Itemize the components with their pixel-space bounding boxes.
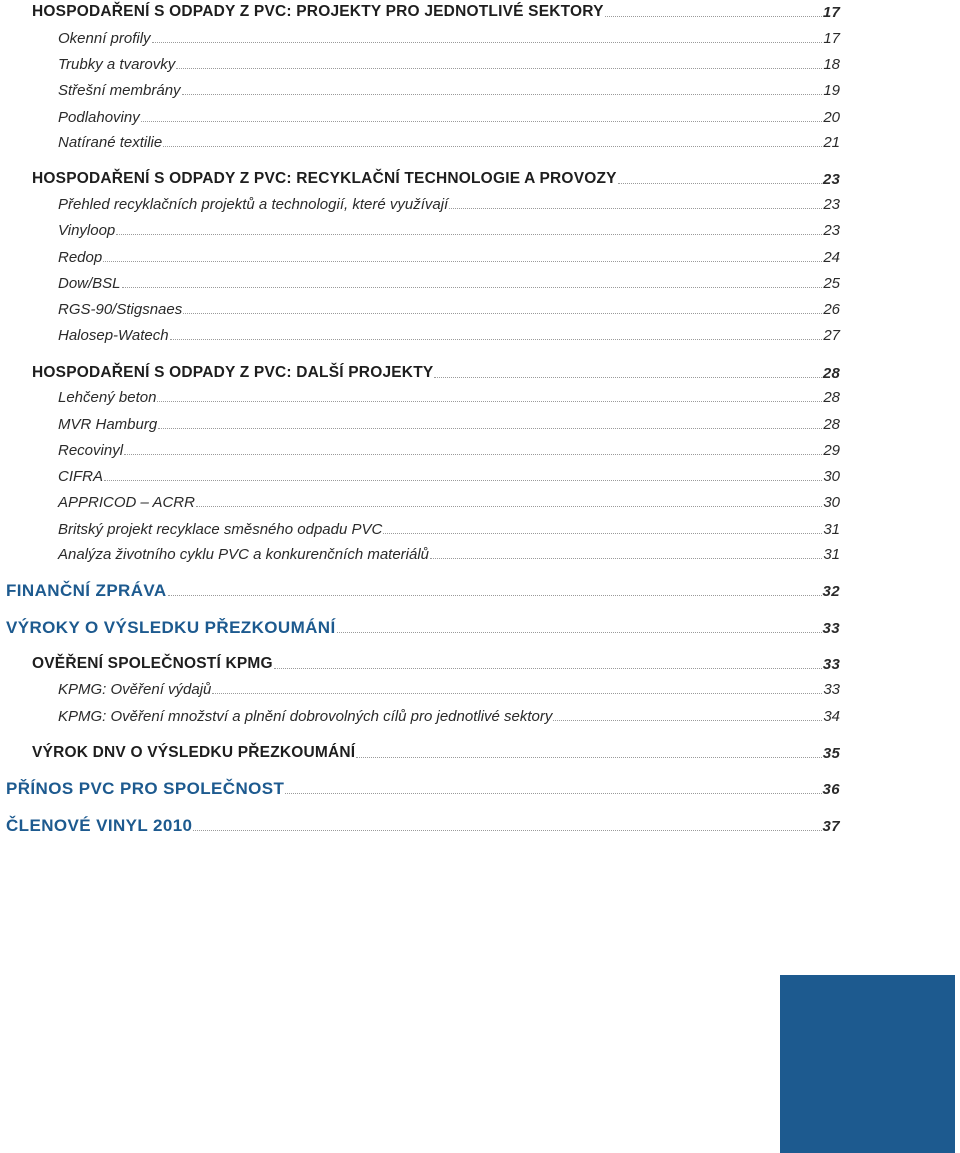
toc-entry[interactable] xyxy=(58,110,840,125)
toc-entry[interactable] xyxy=(58,709,840,724)
toc-entry-page: 27 xyxy=(823,327,840,344)
dot-leader xyxy=(163,146,822,147)
toc-entry[interactable] xyxy=(32,656,840,672)
toc-entry-label: Recovinyl xyxy=(58,442,124,459)
toc-entry[interactable] xyxy=(58,469,840,484)
dot-leader xyxy=(158,428,822,429)
toc-entry-label: Natírané textilie xyxy=(58,134,163,151)
dot-leader xyxy=(618,183,822,184)
dot-leader xyxy=(183,313,822,314)
toc-entry-page: 19 xyxy=(823,82,840,99)
dot-leader xyxy=(449,208,822,209)
toc-entry[interactable] xyxy=(6,582,840,599)
toc-entry-page: 28 xyxy=(823,416,840,433)
toc-entry[interactable] xyxy=(6,817,840,834)
toc-entry-label: PŘÍNOS PVC PRO SPOLEČNOST xyxy=(6,779,285,798)
toc-entry[interactable] xyxy=(32,365,840,381)
dot-leader xyxy=(356,757,822,758)
toc-entry-page: 37 xyxy=(822,818,840,835)
toc-entry-label: RGS-90/Stigsnaes xyxy=(58,301,183,318)
toc-entry-label: CIFRA xyxy=(58,468,103,485)
dot-leader xyxy=(170,339,823,340)
toc-entry[interactable] xyxy=(6,619,840,636)
toc-entry-label: Dow/BSL xyxy=(58,275,121,292)
toc-entry[interactable] xyxy=(58,223,840,238)
toc-entry-label: OVĚŘENÍ SPOLEČNOSTÍ KPMG xyxy=(32,655,273,672)
dot-leader xyxy=(434,377,821,378)
toc-entry-label: Podlahoviny xyxy=(58,109,140,126)
dot-leader xyxy=(193,830,821,831)
toc-entry[interactable] xyxy=(32,745,840,761)
toc-entry-label: KPMG: Ověření výdajů xyxy=(58,681,212,698)
toc-entry[interactable] xyxy=(58,547,840,562)
dot-leader xyxy=(152,42,823,43)
dot-leader xyxy=(553,720,822,721)
toc-entry-page: 25 xyxy=(823,275,840,292)
toc-entry-page: 28 xyxy=(822,364,840,382)
toc-entry-label: ČLENOVÉ VINYL 2010 xyxy=(6,816,193,835)
toc-entry-label: Lehčený beton xyxy=(58,389,157,406)
toc-entry-label: HOSPODAŘENÍ S ODPADY Z PVC: DALŠÍ PROJEKTY xyxy=(32,364,434,381)
toc-entry-label: Střešní membrány xyxy=(58,82,181,99)
toc-entry-label: Analýza životního cyklu PVC a konkurenčních materiálů xyxy=(58,546,430,563)
toc-entry-label: HOSPODAŘENÍ S ODPADY Z PVC: RECYKLAČNÍ TECHNOLOGIE A PROVOZY xyxy=(32,170,617,187)
dot-leader xyxy=(383,533,822,534)
toc-entry-label: APPRICOD – ACRR xyxy=(58,494,195,511)
toc-entry-label: FINANČNÍ ZPRÁVA xyxy=(6,581,167,600)
toc-entry-page: 31 xyxy=(823,546,840,563)
toc-entry-page: 26 xyxy=(823,301,840,318)
toc-entry-page: 17 xyxy=(822,3,840,21)
toc-entry-page: 36 xyxy=(822,781,840,798)
toc-entry-label: KPMG: Ověření množství a plnění dobrovolných cílů pro jednotlivé sektory xyxy=(58,708,553,725)
toc-entry-page: 21 xyxy=(823,134,840,151)
dot-leader xyxy=(337,632,822,633)
dot-leader xyxy=(103,261,822,262)
toc-entry[interactable] xyxy=(58,31,840,46)
toc-entry-label: Redop xyxy=(58,249,103,266)
toc-entry-page: 23 xyxy=(823,196,840,213)
dot-leader xyxy=(212,693,822,694)
toc-entry-page: 30 xyxy=(823,468,840,485)
toc-entry-label: MVR Hamburg xyxy=(58,416,158,433)
dot-leader xyxy=(182,94,823,95)
toc-entry-page: 33 xyxy=(822,655,840,673)
toc-entry[interactable] xyxy=(58,135,840,150)
dot-leader xyxy=(605,16,822,17)
dot-leader xyxy=(157,401,822,402)
toc-entry-label: Halosep-Watech xyxy=(58,327,169,344)
toc-entry-page: 24 xyxy=(823,249,840,266)
toc-entry-page: 20 xyxy=(823,109,840,126)
toc-entry-page: 18 xyxy=(823,56,840,73)
corner-color-block xyxy=(780,975,955,1153)
dot-leader xyxy=(274,668,822,669)
toc-entry-page: 35 xyxy=(822,744,840,762)
dot-leader xyxy=(176,68,822,69)
toc-entry-label: Trubky a tvarovky xyxy=(58,56,176,73)
toc-entry[interactable] xyxy=(58,83,840,98)
dot-leader xyxy=(196,506,822,507)
dot-leader xyxy=(141,121,823,122)
toc-entry-label: HOSPODAŘENÍ S ODPADY Z PVC: PROJEKTY PRO JEDNOTLIVÉ SEKTORY xyxy=(32,3,604,20)
dot-leader xyxy=(122,287,823,288)
dot-leader xyxy=(116,234,822,235)
toc-entry[interactable] xyxy=(58,276,840,291)
toc-entry-page: 32 xyxy=(822,583,840,600)
dot-leader xyxy=(168,595,822,596)
toc-entry[interactable] xyxy=(32,171,840,187)
toc-entry-label: VÝROK DNV O VÝSLEDKU PŘEZKOUMÁNÍ xyxy=(32,744,356,761)
toc-entry[interactable] xyxy=(58,682,840,697)
toc-entry[interactable] xyxy=(58,197,840,212)
toc-entry[interactable] xyxy=(58,57,840,72)
toc-entry[interactable] xyxy=(58,302,840,317)
toc-entry[interactable] xyxy=(6,780,840,797)
toc-entry[interactable] xyxy=(58,390,840,405)
dot-leader xyxy=(285,793,821,794)
toc-entry-page: 23 xyxy=(823,222,840,239)
toc-entry-label: Okenní profily xyxy=(58,30,151,47)
toc-entry-page: 34 xyxy=(823,708,840,725)
toc-entry[interactable] xyxy=(58,328,840,343)
toc-entry-page: 29 xyxy=(823,442,840,459)
toc-entry-page: 31 xyxy=(823,521,840,538)
toc-entry[interactable] xyxy=(58,250,840,265)
toc-entry[interactable] xyxy=(58,417,840,432)
toc-entry-page: 23 xyxy=(822,170,840,188)
dot-leader xyxy=(430,558,822,559)
toc-entry[interactable] xyxy=(58,495,840,510)
toc-entry-page: 33 xyxy=(823,681,840,698)
toc-entry-page: 28 xyxy=(823,389,840,406)
dot-leader xyxy=(104,480,822,481)
toc-entry[interactable] xyxy=(58,443,840,458)
toc-entry-label: Britský projekt recyklace směsného odpadu PVC xyxy=(58,521,383,538)
toc-entry[interactable] xyxy=(58,522,840,537)
toc-entry-page: 33 xyxy=(822,620,840,637)
dot-leader xyxy=(124,454,822,455)
toc-entry-label: Vinyloop xyxy=(58,222,116,239)
toc-entry-label: Přehled recyklačních projektů a technologií, které využívají xyxy=(58,196,449,213)
toc-entry-page: 17 xyxy=(823,30,840,47)
toc-entry-page: 30 xyxy=(823,494,840,511)
toc-entry-label: VÝROKY O VÝSLEDKU PŘEZKOUMÁNÍ xyxy=(6,618,336,637)
toc-entry[interactable] xyxy=(32,4,840,20)
